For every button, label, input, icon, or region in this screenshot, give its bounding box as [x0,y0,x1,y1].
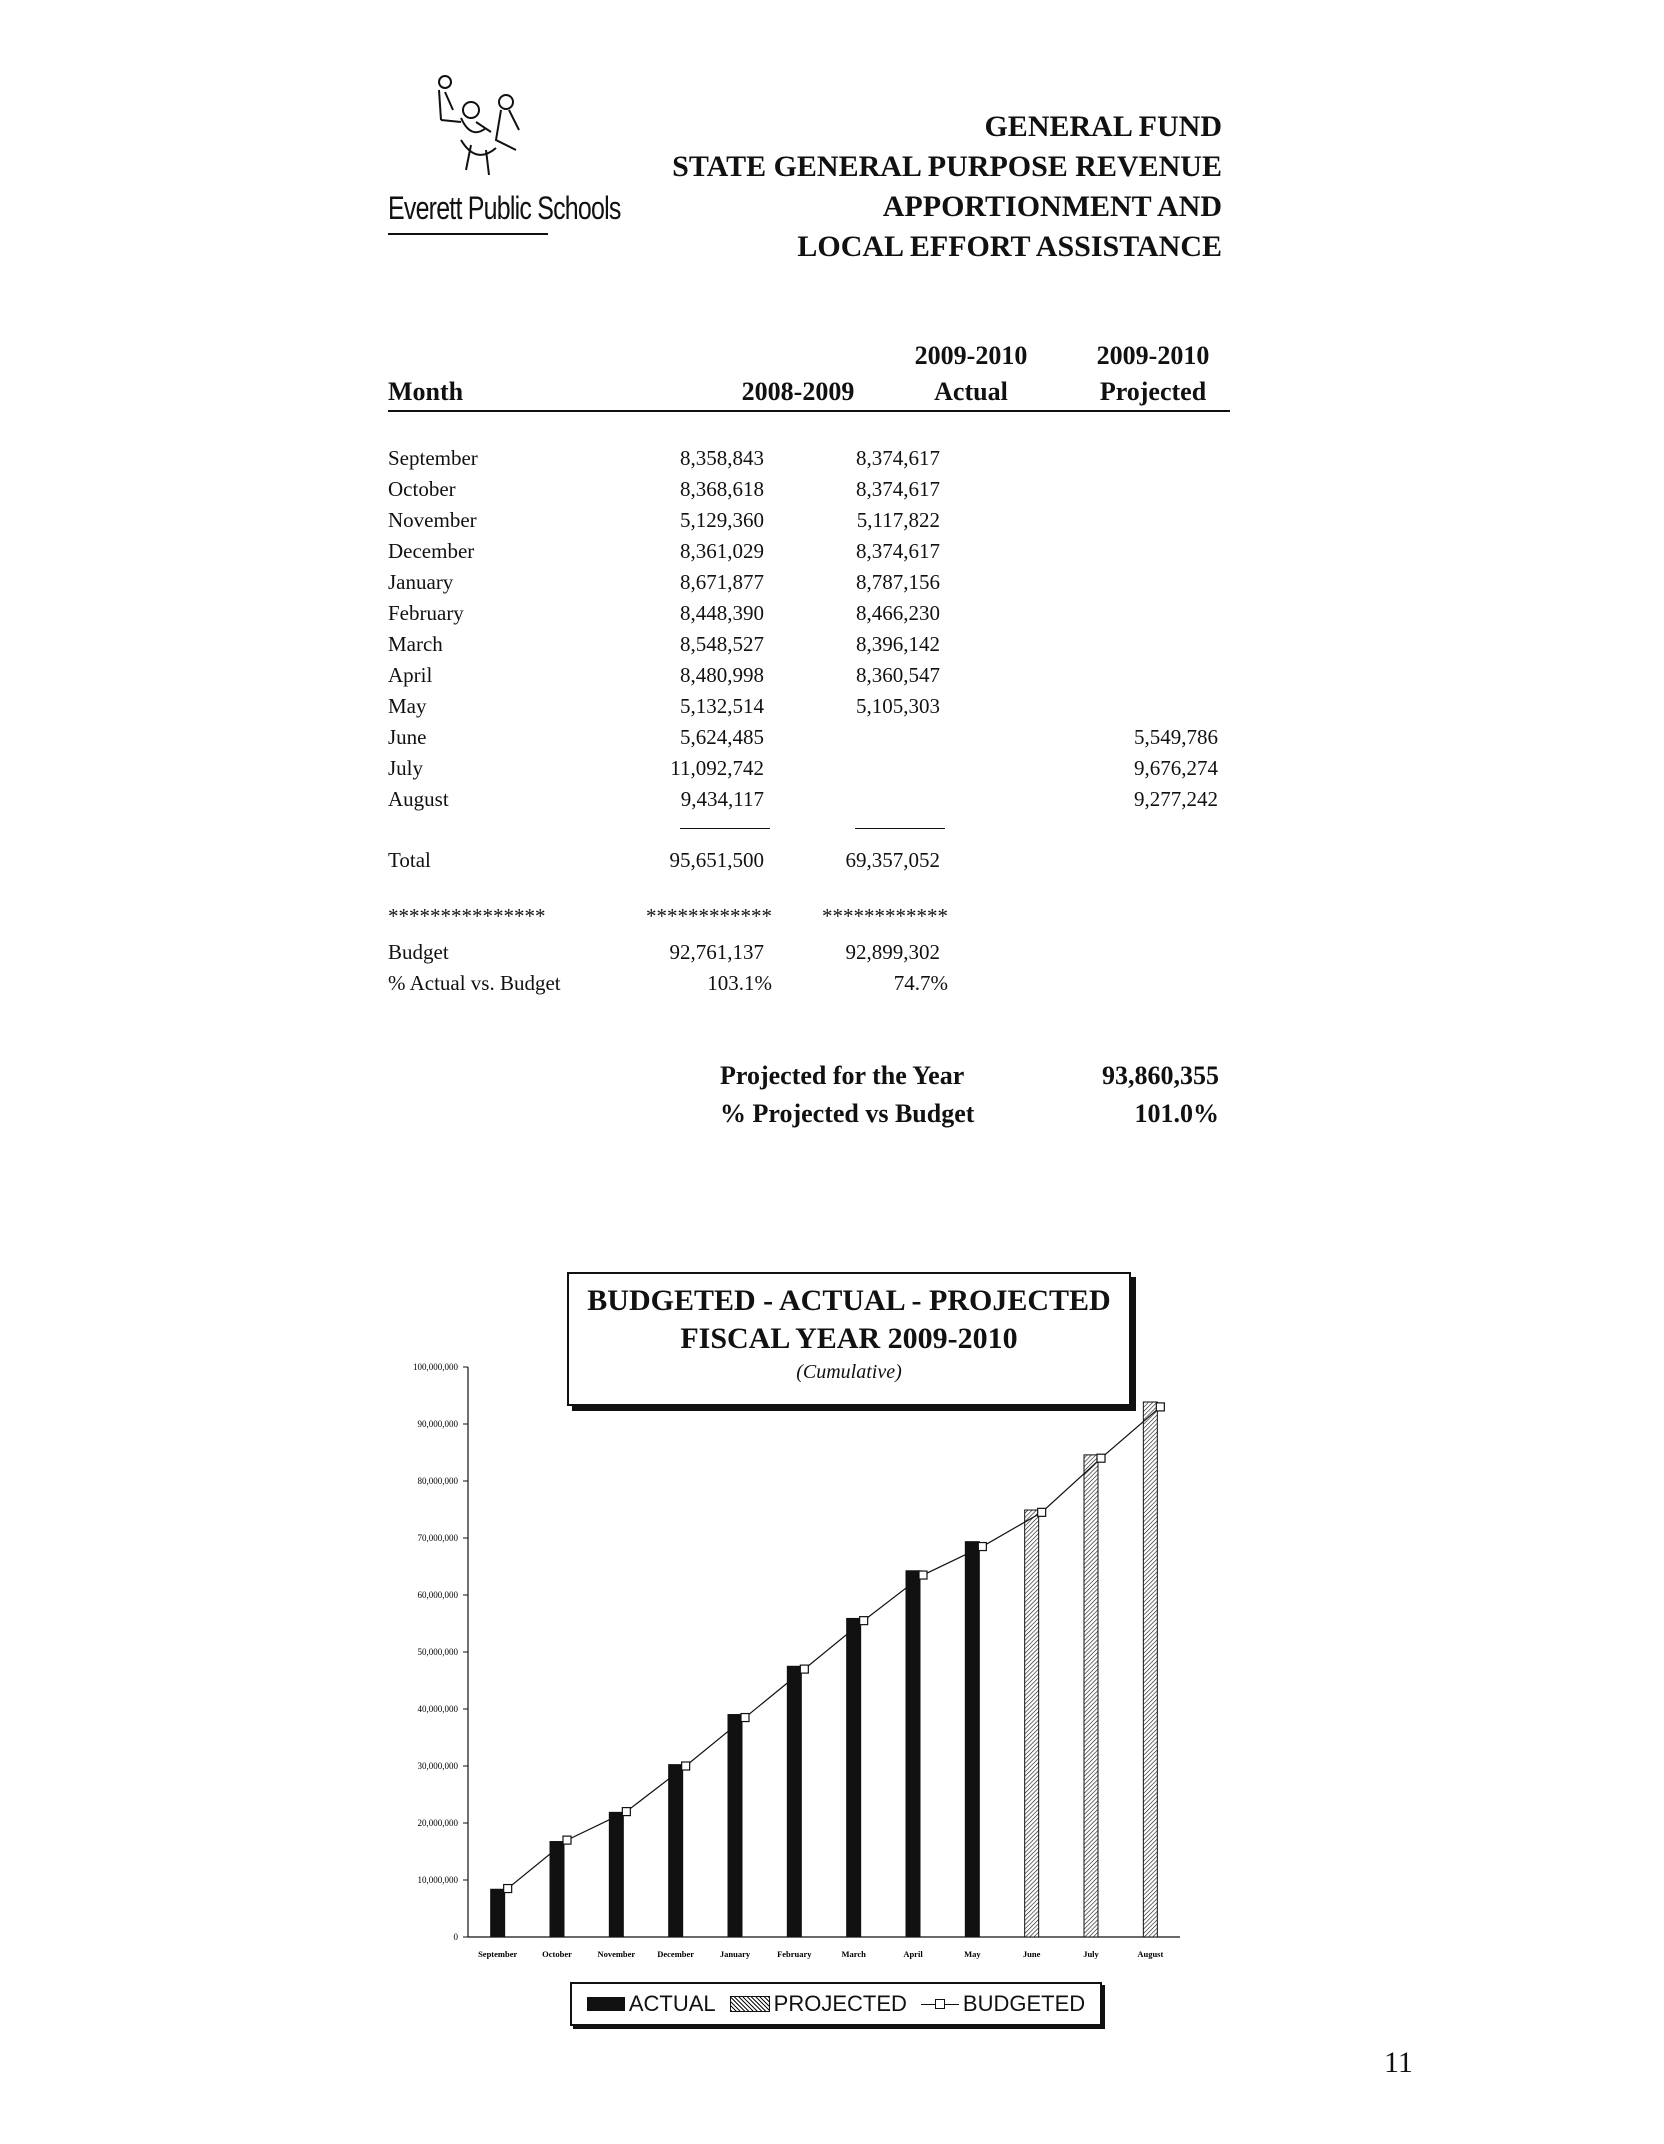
header-line-2: STATE GENERAL PURPOSE REVENUE [672,150,1222,183]
row-2008-2009: 9,434,117 [680,787,764,811]
col-header-actual: Actual [934,377,1008,406]
row-month: December [388,539,475,563]
row-month: October [388,477,456,501]
budgeted-point [919,1571,927,1579]
row-actual: 5,117,822 [856,508,940,532]
y-tick-label: 60,000,000 [417,1590,458,1600]
y-tick-label: 30,000,000 [417,1761,458,1771]
row-projected: 9,676,274 [1134,756,1218,780]
budget-row [388,940,1230,971]
projected-pct-value: 101.0% [1134,1099,1219,1128]
actual-bar [669,1765,683,1937]
table-row [388,508,1230,539]
row-month: January [388,570,454,594]
row-month: June [388,725,427,749]
table-row [388,601,1230,632]
actual-bar [847,1618,861,1937]
budgeted-point [682,1762,690,1770]
logo-underline [388,233,548,235]
x-tick-label: February [777,1949,812,1959]
separator-stars: *************** [388,904,546,928]
budgeted-line [508,1407,1161,1889]
row-actual: 8,374,617 [856,539,940,563]
actual-bar [906,1571,920,1937]
row-2008-2009: 5,129,360 [680,508,764,532]
header-rule [388,410,1230,412]
budgeted-swatch [921,1997,959,2011]
actual-bar [965,1542,979,1937]
budgeted-point [741,1714,749,1722]
row-actual: 8,396,142 [856,632,940,656]
legend-actual [587,1991,716,2017]
projected-bar [1084,1455,1098,1937]
y-tick-label: 20,000,000 [417,1818,458,1828]
y-tick-label: 50,000,000 [417,1647,458,1657]
table-row [388,632,1230,663]
actual-swatch [587,1997,625,2011]
row-2008-2009: 8,358,843 [680,446,764,470]
chart-legend [570,1982,1102,2026]
legend-budgeted-label: BUDGETED [962,1991,1086,2016]
header-line-3: APPORTIONMENT AND [882,190,1222,223]
budgeted-point [1156,1403,1164,1411]
x-tick-label: January [719,1949,751,1959]
table-row [388,725,1230,756]
y-tick-label: 70,000,000 [417,1533,458,1543]
subtotal-rule-b [855,828,945,829]
budgeted-point [800,1665,808,1673]
col-header-month: Month [388,377,464,406]
row-2008-2009: 11,092,742 [670,756,764,780]
table-row [388,663,1230,694]
separator-row [388,904,1230,935]
row-2008-2009: 5,132,514 [680,694,764,718]
row-month: April [388,663,433,687]
budgeted-point [978,1543,986,1551]
row-actual: 8,374,617 [856,477,940,501]
projected-bar [1143,1402,1157,1937]
table-row [388,787,1230,818]
chart-subtitle: (Cumulative) [796,1361,902,1383]
row-projected: 9,277,242 [1134,787,1218,811]
cumulative-revenue-chart [380,1360,1200,1980]
budgeted-point [504,1885,512,1893]
col-header-projected: Projected [1099,377,1207,406]
table-row [388,570,1230,601]
x-tick-label: October [542,1949,572,1959]
district-name: Everett Public Schools [388,190,621,226]
legend-actual-label: ACTUAL [628,1991,716,2016]
total-label: Total [388,848,431,872]
table-row [388,756,1230,787]
budgeted-point [622,1808,630,1816]
children-figures-icon [431,70,541,190]
x-tick-label: August [1137,1949,1164,1959]
report-header [672,107,1222,267]
x-tick-label: November [597,1949,636,1959]
x-tick-label: July [1083,1949,1099,1959]
budget-2008-2009: 92,761,137 [669,940,764,964]
row-month: March [388,632,443,656]
row-2008-2009: 8,368,618 [680,477,764,501]
chart-title-line-2: FISCAL YEAR 2009-2010 [680,1322,1018,1355]
row-month: July [388,756,424,780]
legend-budgeted [921,1991,1085,2017]
header-line-4: LOCAL EFFORT ASSISTANCE [797,230,1222,263]
row-actual: 5,105,303 [856,694,940,718]
table-row [388,539,1230,570]
y-tick-label: 0 [453,1932,458,1942]
row-2008-2009: 8,671,877 [680,570,764,594]
projected-pct-label: % Projected vs Budget [720,1099,975,1128]
actual-bar [609,1812,623,1937]
col-header-2008-2009: 2008-2009 [741,377,855,406]
total-row [388,848,1230,879]
budget-actual: 92,899,302 [845,940,940,964]
col-header-actual-year: 2009-2010 [914,341,1028,370]
y-tick-label: 90,000,000 [417,1419,458,1429]
separator-stars-b: ************ [822,904,948,928]
budgeted-point [860,1617,868,1625]
legend-projected [730,1991,907,2017]
actual-bar [491,1889,505,1937]
x-tick-label: May [964,1949,981,1959]
chart-title-box [567,1272,1131,1406]
table-row [388,477,1230,508]
row-month: August [388,787,449,811]
row-actual: 8,360,547 [856,663,940,687]
row-2008-2009: 8,361,029 [680,539,764,563]
row-month: November [388,508,477,532]
chart-title-line-1: BUDGETED - ACTUAL - PROJECTED [587,1284,1111,1317]
header-line-1: GENERAL FUND [984,110,1222,143]
table-row [388,446,1230,477]
actual-bar [787,1666,801,1937]
row-actual: 8,466,230 [856,601,940,625]
projected-year-value: 93,860,355 [1102,1061,1219,1090]
legend-projected-label: PROJECTED [773,1991,907,2016]
subtotal-rule-a [680,828,770,829]
actual-bar [728,1715,742,1937]
pct-row [388,971,1230,1002]
budget-label: Budget [388,940,449,964]
separator-stars-a: ************ [646,904,772,928]
col-header-projected-year: 2009-2010 [1096,341,1210,370]
x-tick-label: April [903,1949,923,1959]
total-actual: 69,357,052 [845,848,940,872]
row-2008-2009: 8,548,527 [680,632,764,656]
row-projected: 5,549,786 [1134,725,1218,749]
row-2008-2009: 8,480,998 [680,663,764,687]
row-2008-2009: 8,448,390 [680,601,764,625]
projected-year-label: Projected for the Year [720,1061,965,1090]
actual-bar [550,1842,564,1937]
y-tick-label: 80,000,000 [417,1476,458,1486]
row-2008-2009: 5,624,485 [680,725,764,749]
x-tick-label: March [841,1949,866,1959]
budgeted-point [1038,1508,1046,1516]
pct-2008-2009: 103.1% [707,971,772,995]
x-tick-label: September [478,1949,518,1959]
row-actual: 8,787,156 [856,570,940,594]
pct-label: % Actual vs. Budget [388,971,561,995]
y-tick-label: 40,000,000 [417,1704,458,1714]
budgeted-point [563,1836,571,1844]
x-tick-label: June [1022,1949,1041,1959]
page-number: 11 [1384,2046,1413,2079]
x-tick-label: December [657,1949,695,1959]
row-month: February [388,601,464,625]
projected-swatch [730,1996,770,2012]
y-tick-label: 100,000,000 [413,1362,458,1372]
table-row [388,694,1230,725]
total-2008-2009: 95,651,500 [669,848,764,872]
district-logo [376,70,621,245]
pct-actual: 74.7% [893,971,948,995]
row-actual: 8,374,617 [856,446,940,470]
budgeted-point [1097,1454,1105,1462]
y-tick-label: 10,000,000 [417,1875,458,1885]
projected-bar [1025,1510,1039,1937]
row-month: September [388,446,478,470]
row-month: May [388,694,427,718]
